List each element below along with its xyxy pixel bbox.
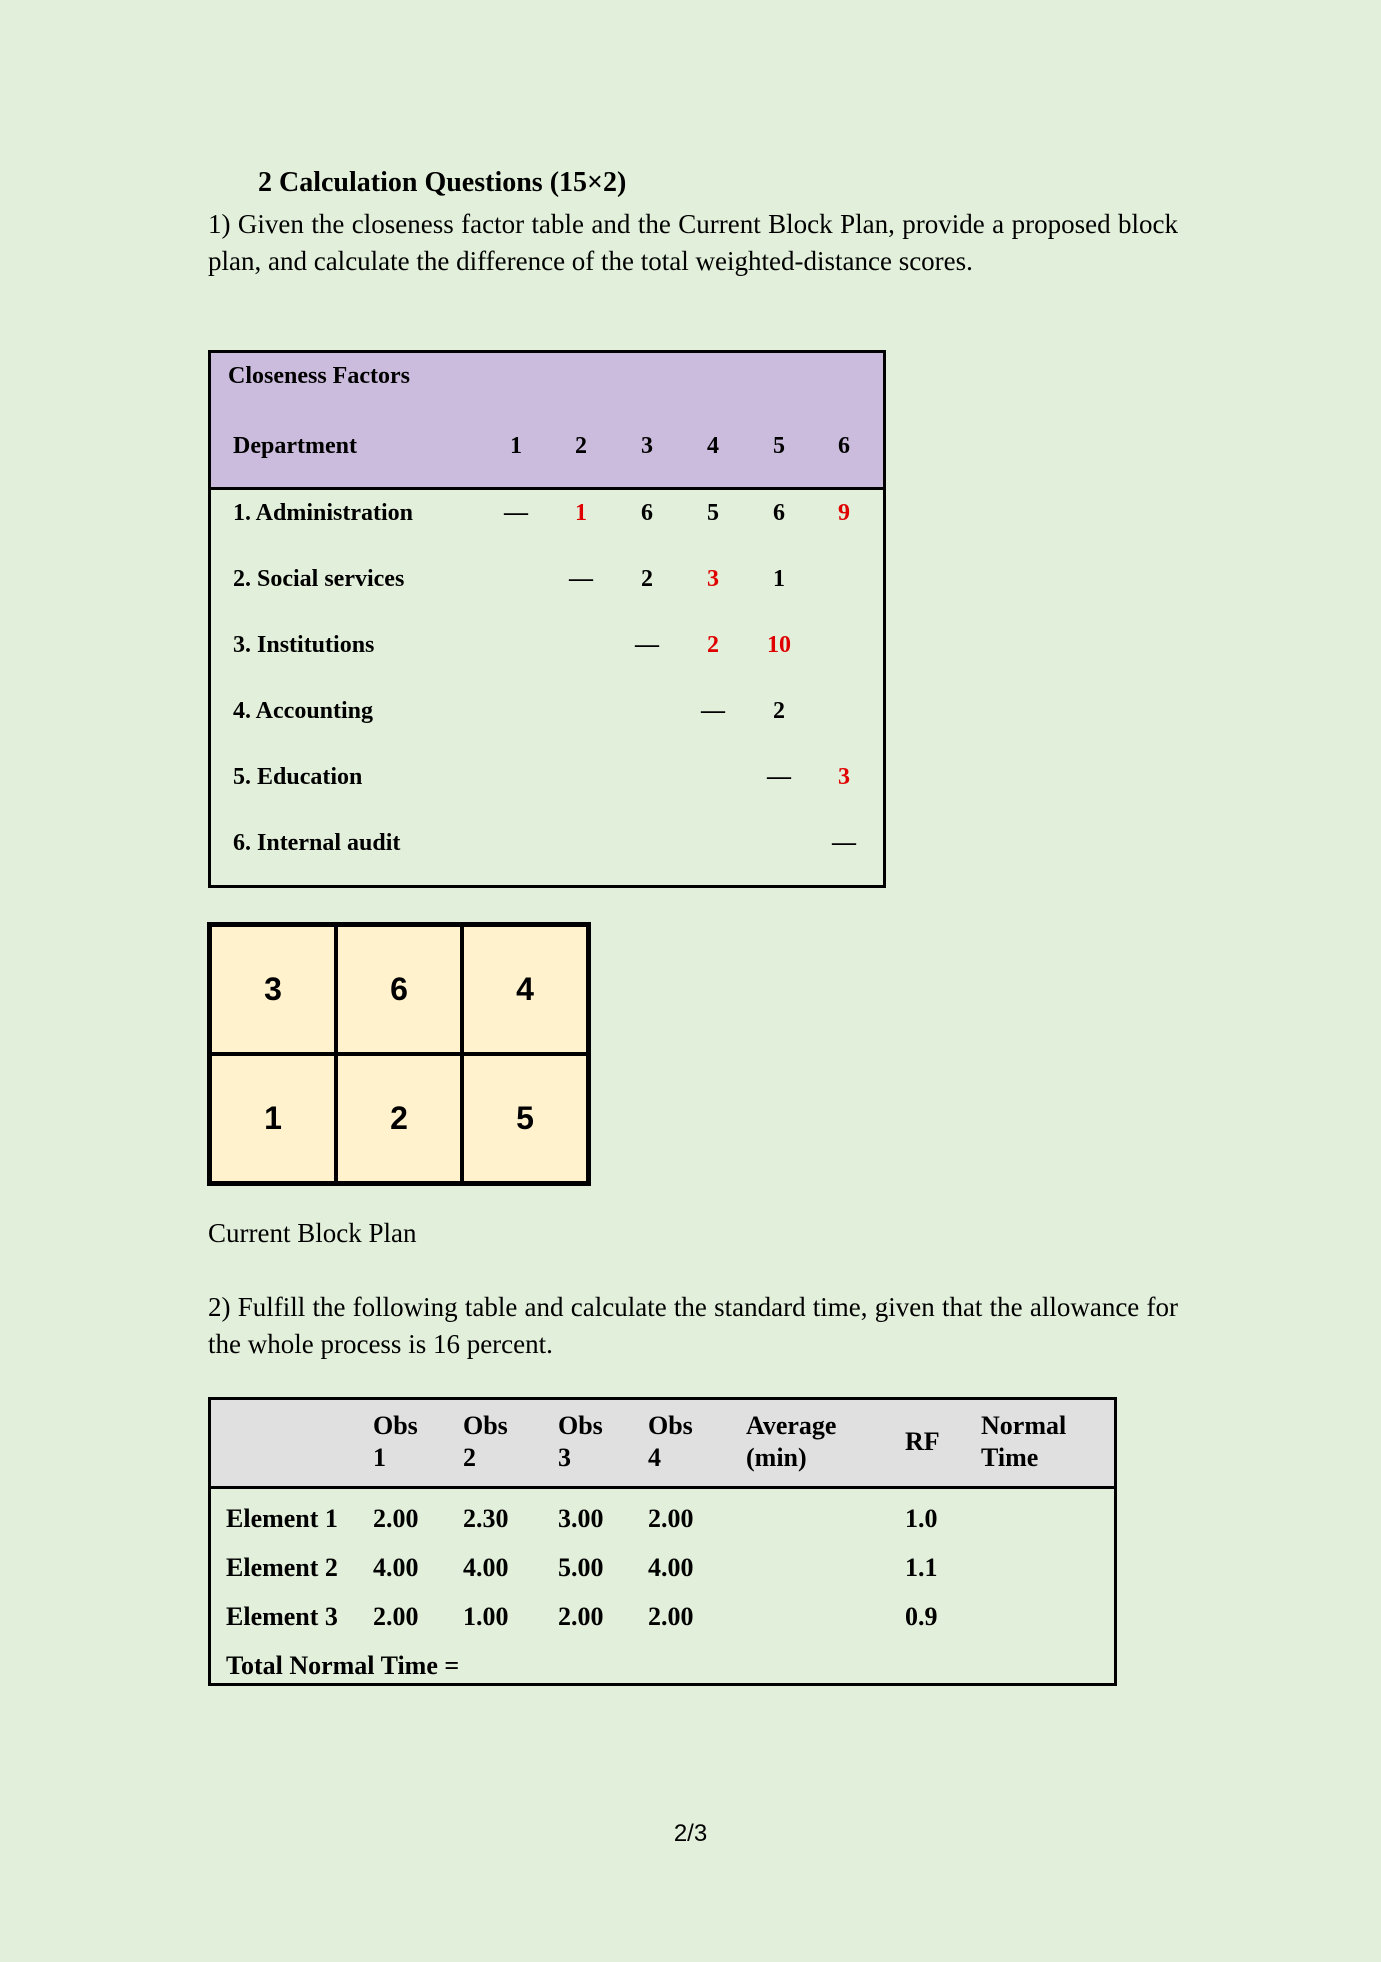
dept-col-header-4: 4 — [707, 433, 719, 459]
observation-value: 2.00 — [648, 1504, 694, 1533]
observation-value: 4.00 — [373, 1553, 419, 1582]
time-table-header — [211, 1400, 1114, 1489]
observation-value: 2.00 — [373, 1504, 419, 1533]
closeness-value: 1 — [575, 500, 587, 526]
rating-factor-value: 1.1 — [905, 1553, 938, 1582]
closeness-value: 6 — [641, 500, 653, 526]
diagonal-dash: — — [569, 566, 593, 592]
closeness-value: 2 — [773, 698, 785, 724]
header-line-1: Obs — [463, 1411, 508, 1440]
diagonal-dash: — — [767, 764, 791, 790]
header-line-1: Average — [746, 1411, 837, 1440]
observation-value: 2.00 — [648, 1602, 694, 1631]
header-line-1: Obs — [558, 1411, 603, 1440]
block-cell: 6 — [336, 925, 462, 1054]
closeness-value: 3 — [838, 764, 850, 790]
header-line-2: Time — [981, 1443, 1039, 1472]
time-study-table — [208, 1397, 1117, 1686]
header-line-2: 4 — [648, 1443, 661, 1472]
element-label: Element 1 — [226, 1504, 338, 1533]
department-column-header: Department — [233, 433, 357, 459]
closeness-value: 1 — [773, 566, 785, 592]
block-cell: 2 — [336, 1054, 462, 1183]
question-2-text: 2) Fulfill the following table and calculate the standard time, given that the allowance for the whole process is 16 percent. — [208, 1292, 1178, 1359]
department-row-label: 2. Social services — [233, 566, 405, 592]
observation-value: 3.00 — [558, 1504, 604, 1533]
closeness-value: 10 — [767, 632, 791, 658]
time-col-header — [746, 1410, 836, 1474]
closeness-value: 5 — [707, 500, 719, 526]
header-line-2: (min) — [746, 1443, 807, 1472]
dept-col-header-2: 2 — [575, 433, 587, 459]
block-cell: 5 — [462, 1054, 588, 1183]
element-label: Element 3 — [226, 1602, 338, 1631]
observation-value: 2.00 — [558, 1602, 604, 1631]
closeness-value: 2 — [641, 566, 653, 592]
observation-value: 5.00 — [558, 1553, 604, 1582]
time-col-header — [905, 1426, 940, 1458]
header-line-1: Normal — [981, 1411, 1067, 1440]
diagonal-dash: — — [701, 698, 725, 724]
diagonal-dash: — — [504, 500, 528, 526]
department-row-label: 1. Administration — [233, 500, 414, 526]
header-line-2: 3 — [558, 1443, 571, 1472]
block-cell: 4 — [462, 925, 588, 1054]
block-plan-caption: Current Block Plan — [208, 1218, 417, 1248]
closeness-value: 2 — [707, 632, 719, 658]
department-row-label: 4. Accounting — [233, 698, 374, 724]
diagonal-dash: — — [832, 830, 856, 856]
dept-col-header-1: 1 — [510, 433, 522, 459]
header-line-2: 1 — [373, 1443, 386, 1472]
diagonal-dash: — — [635, 632, 659, 658]
block-cell: 3 — [210, 925, 336, 1054]
closeness-value: 6 — [773, 500, 785, 526]
department-row-label: 6. Internal audit — [233, 830, 401, 856]
department-row-label: 5. Education — [233, 764, 363, 790]
observation-value: 2.30 — [463, 1504, 509, 1533]
closeness-table-title: Closeness Factors — [228, 363, 410, 389]
closeness-value: 3 — [707, 566, 719, 592]
closeness-value: 9 — [838, 500, 850, 526]
header-line-1: RF — [905, 1427, 940, 1456]
current-block-plan — [207, 922, 591, 1186]
time-col-header — [981, 1410, 1066, 1474]
observation-value: 1.00 — [463, 1602, 509, 1631]
dept-col-header-3: 3 — [641, 433, 653, 459]
rating-factor-value: 1.0 — [905, 1504, 938, 1533]
observation-value: 2.00 — [373, 1602, 419, 1631]
rating-factor-value: 0.9 — [905, 1602, 938, 1631]
time-col-header — [648, 1410, 693, 1474]
department-row-label: 3. Institutions — [233, 632, 375, 658]
question-1-text: 1) Given the closeness factor table and the Current Block Plan, provide a proposed block plan, and calculate the difference of the total weighted-distance scores. — [208, 209, 1178, 276]
time-col-header — [373, 1410, 418, 1474]
time-col-header — [463, 1410, 508, 1474]
dept-col-header-5: 5 — [773, 433, 785, 459]
closeness-factors-table — [208, 350, 886, 888]
header-line-2: 2 — [463, 1443, 476, 1472]
page-number: 2/3 — [673, 1820, 708, 1847]
section-heading: 2 Calculation Questions (15×2) — [258, 167, 627, 198]
block-cell: 1 — [210, 1054, 336, 1183]
closeness-table-header — [211, 353, 883, 490]
header-line-1: Obs — [373, 1411, 418, 1440]
time-col-header — [558, 1410, 603, 1474]
observation-value: 4.00 — [648, 1553, 694, 1582]
observation-value: 4.00 — [463, 1553, 509, 1582]
dept-col-header-6: 6 — [838, 433, 850, 459]
header-line-1: Obs — [648, 1411, 693, 1440]
element-label: Element 2 — [226, 1553, 338, 1582]
total-normal-time-label: Total Normal Time = — [226, 1651, 460, 1680]
